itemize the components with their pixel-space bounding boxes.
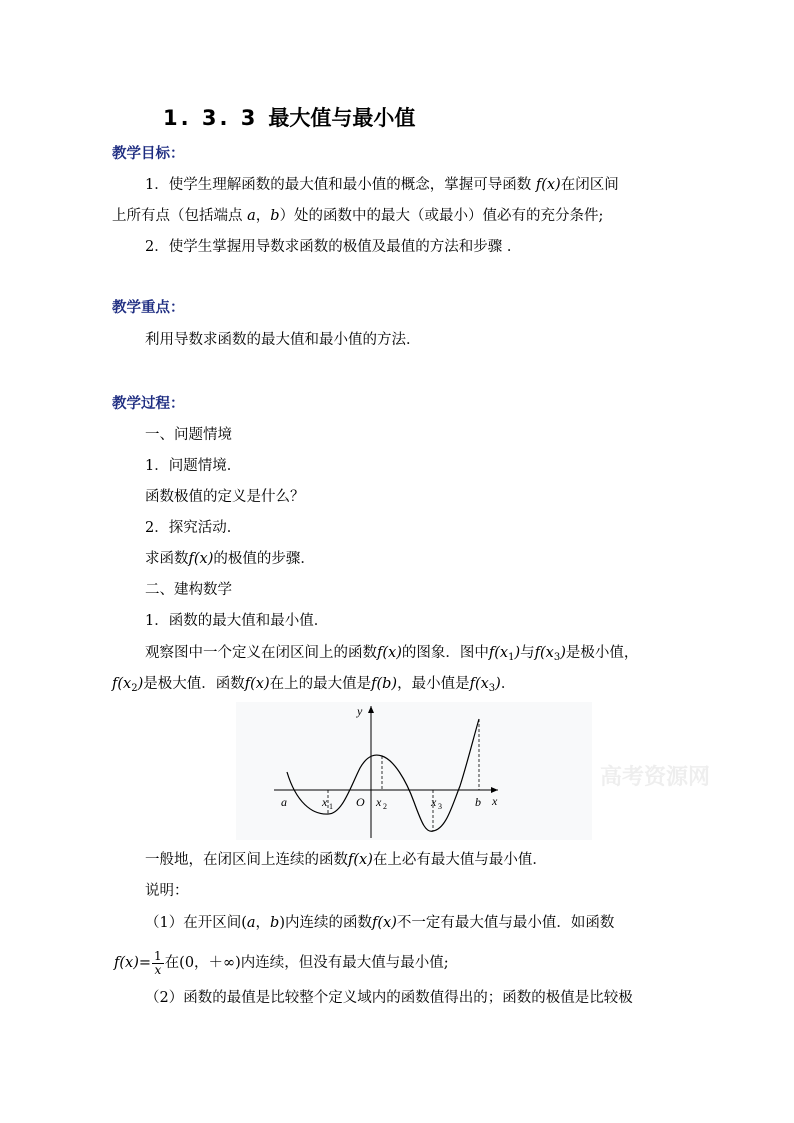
question-1: 函数极值的定义是什么？ bbox=[145, 489, 305, 505]
section-number: 1. 3. 3 bbox=[163, 106, 259, 130]
keypoint-text: 利用导数求函数的最大值和最小值的方法． bbox=[145, 332, 421, 348]
note-1-line-2: f(x)= $\frac{1}{x}$ 在(0，＋∞)内连续，但没有最大值与最小值; bbox=[114, 948, 449, 977]
process-heading: 教学过程： bbox=[112, 396, 185, 412]
label-x3-sub: 3 bbox=[438, 802, 442, 811]
note-1-line-1: （1）在开区间(a，b)内连续的函数f(x)不一定有最大值与最小值．如函数 bbox=[145, 915, 615, 931]
function-graph-figure bbox=[236, 702, 592, 840]
label-x1-sub: 1 bbox=[329, 802, 333, 811]
label-x2: x bbox=[376, 795, 382, 809]
section-2-1: 1．函数的最大值和最小值． bbox=[145, 613, 329, 629]
observation-line-2: $f(x_2)$是极大值．函数f(x)在上的最大值是f(b)，最小值是$f(x_3)$． bbox=[112, 676, 516, 694]
objective-1-line-1: 1．使学生理解函数的最大值和最小值的概念，掌握可导函数 f(x)在闭区间 bbox=[145, 177, 619, 193]
note-label: 说明： bbox=[145, 883, 189, 899]
section-1-heading: 一、问题情境 bbox=[145, 427, 232, 443]
title-text: 最大值与最小值 bbox=[268, 106, 416, 130]
page-title bbox=[163, 104, 415, 132]
function-curve bbox=[287, 719, 479, 831]
origin-label: O bbox=[356, 795, 365, 809]
label-x3: x bbox=[431, 795, 437, 809]
note-2: （2）函数的最值是比较整个定义域内的函数值得出的；函数的极值是比较极 bbox=[145, 990, 633, 1006]
general-statement: 一般地，在闭区间上连续的函数f(x)在上必有最大值与最小值． bbox=[145, 852, 547, 868]
function-graph bbox=[236, 702, 592, 840]
label-x1: x bbox=[322, 795, 328, 809]
x-axis-arrow bbox=[491, 787, 498, 793]
y-axis-arrow bbox=[368, 706, 374, 713]
fx-term: f(x) bbox=[535, 177, 561, 193]
question-2: 求函数f(x)的极值的步骤． bbox=[145, 551, 315, 567]
observation-line-1: 观察图中一个定义在闭区间上的函数f(x)的图象．图中$f(x_1)$与$f(x_3)$是极小值， bbox=[145, 645, 639, 663]
keypoint-heading: 教学重点： bbox=[112, 300, 185, 316]
label-a: a bbox=[281, 795, 287, 809]
objectives-heading: 教学目标： bbox=[112, 146, 185, 162]
watermark-text: 高考资源网 bbox=[600, 765, 711, 790]
section-1-1: 1．问题情境． bbox=[145, 458, 242, 474]
x-axis-label: x bbox=[492, 794, 498, 808]
y-axis-label: y bbox=[357, 704, 363, 718]
objective-2: 2．使学生掌握用导数求函数的极值及最值的方法和步骤 ． bbox=[145, 239, 522, 255]
section-1-2: 2．探究活动． bbox=[145, 520, 242, 536]
fraction-one-over-x: $\frac{1}{x}$ bbox=[154, 948, 162, 977]
label-x2-sub: 2 bbox=[383, 802, 387, 811]
label-b: b bbox=[475, 795, 481, 809]
objective-1-line-2: 上所有点（包括端点 a，b）处的函数中的最大（或最小）值必有的充分条件; bbox=[112, 208, 604, 224]
section-2-heading: 二、建构数学 bbox=[145, 582, 232, 598]
